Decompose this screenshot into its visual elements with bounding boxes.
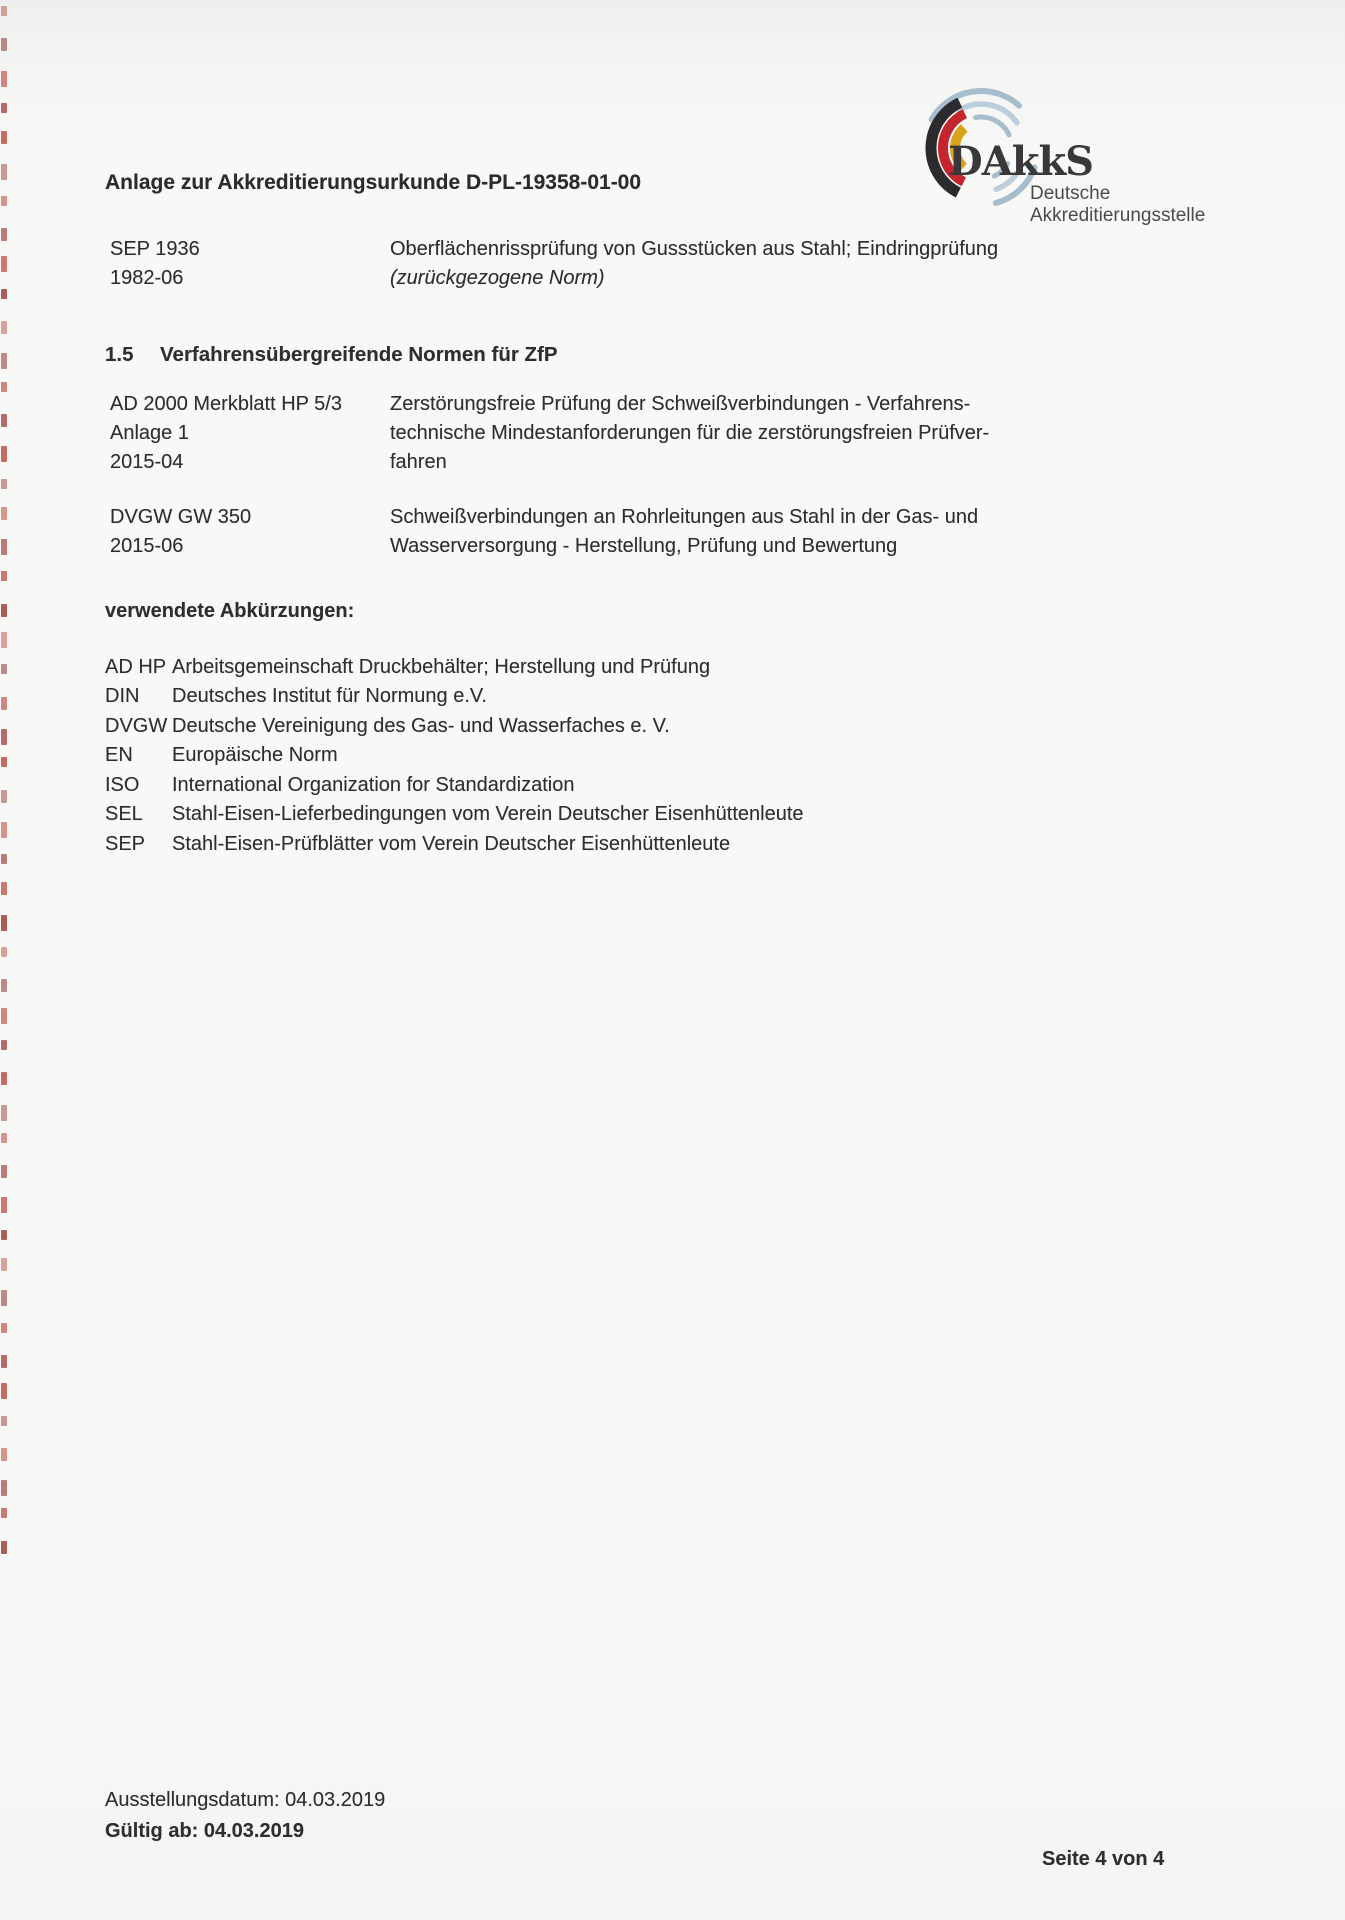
scan-artifact-dash xyxy=(1,353,7,369)
scan-artifact-dash xyxy=(1,1323,7,1333)
scan-artifact-dash xyxy=(1,1480,7,1496)
norm-description xyxy=(390,235,1260,293)
scan-artifact-dash xyxy=(1,571,7,581)
norm-desc-line: fahren xyxy=(390,451,447,473)
scan-artifact-dash xyxy=(1,321,7,334)
scan-artifact-dash xyxy=(1,1165,7,1178)
scan-artifact-dash xyxy=(1,757,7,767)
norm-desc-note: (zurückgezogene Norm) xyxy=(390,267,605,289)
dakks-logo-wordmark: DAkkS xyxy=(948,138,1094,185)
norm-reference xyxy=(110,503,390,561)
abbreviation-key: AD HP xyxy=(105,656,167,678)
norm-entry-sep-1936 xyxy=(110,235,1260,293)
scan-artifact-dash xyxy=(1,131,7,144)
abbreviation-row xyxy=(105,682,487,711)
scan-artifact-dash xyxy=(1,729,7,745)
scan-artifact-dash xyxy=(1,38,7,51)
scan-artifact-dash xyxy=(1,479,7,489)
scan-artifact-dash xyxy=(1,1355,7,1368)
abbreviation-row xyxy=(105,741,338,770)
dakks-logo-subtitle-1: Deutsche xyxy=(1030,183,1111,204)
scan-artifact-dash xyxy=(1,915,7,931)
scan-artifact-dash xyxy=(1,256,7,272)
norm-desc-line: technische Mindestanforderungen für die zerstörungsfreien Prüfver- xyxy=(390,422,990,444)
scan-artifact-dash xyxy=(1,790,7,803)
norm-ref-line: 1982-06 xyxy=(110,267,184,289)
scan-artifact-dash xyxy=(1,164,7,180)
scan-artifact-dash xyxy=(1,854,7,864)
scan-artifact-dash xyxy=(1,697,7,710)
scan-artifact-dash xyxy=(1,289,7,299)
section-number: 1.5 xyxy=(105,343,134,366)
abbreviation-definition: Arbeitsgemeinschaft Druckbehälter; Herstellung und Prüfung xyxy=(172,656,711,678)
norm-desc-line: Oberflächenrissprüfung von Gussstücken aus Stahl; Eindringprüfung xyxy=(390,238,999,260)
scan-artifact-dash xyxy=(1,228,7,241)
abbreviation-definition: Deutsche Vereinigung des Gas- und Wasserfaches e. V. xyxy=(172,715,670,737)
abbreviation-definition: Europäische Norm xyxy=(172,744,338,766)
scan-artifact-dash xyxy=(1,1133,7,1143)
page-indicator: Seite 4 von 4 xyxy=(1042,1848,1165,1870)
norm-ref-line: Anlage 1 xyxy=(110,422,189,444)
norm-desc-line: Wasserversorgung - Herstellung, Prüfung und Bewertung xyxy=(390,535,898,557)
norm-ref-line: SEP 1936 xyxy=(110,238,200,260)
abbreviation-key: SEP xyxy=(105,833,146,855)
scan-artifact-dash xyxy=(1,1072,7,1085)
abbreviation-row xyxy=(105,771,574,800)
scan-artifact-dash xyxy=(1,1197,7,1213)
norm-ref-line: DVGW GW 350 xyxy=(110,506,252,528)
abbreviations-heading: verwendete Abkürzungen: xyxy=(105,600,355,622)
abbreviation-key: DIN xyxy=(105,685,140,707)
norm-description xyxy=(390,390,1260,477)
scan-artifact-dash xyxy=(1,1508,7,1518)
scan-artifact-dash xyxy=(1,1416,7,1426)
scan-artifact-dash xyxy=(1,664,7,674)
norm-desc-line: Schweißverbindungen an Rohrleitungen aus Stahl in der Gas- und xyxy=(390,506,979,528)
scan-artifact-dash xyxy=(1,1008,7,1024)
norm-ref-line: 2015-04 xyxy=(110,451,184,473)
norm-reference xyxy=(110,235,390,293)
dakks-logo xyxy=(878,80,1278,230)
scan-artifact-dash xyxy=(1,604,7,617)
scan-artifact-dash xyxy=(1,632,7,648)
scan-artifact-dash xyxy=(1,1448,7,1461)
scan-artifact-dash xyxy=(1,822,7,838)
scan-artifact-dash xyxy=(1,6,7,16)
scan-artifact-dash xyxy=(1,1383,7,1399)
abbreviation-row xyxy=(105,653,710,682)
scan-artifact-dash xyxy=(1,1258,7,1271)
scan-artifact-dash xyxy=(1,414,7,427)
section-title: Verfahrensübergreifende Normen für ZfP xyxy=(160,343,558,366)
norm-entry-dvgw-gw-350 xyxy=(110,503,1260,561)
section-heading-1-5 xyxy=(105,340,558,369)
abbreviation-row xyxy=(105,830,730,859)
abbreviation-key: EN xyxy=(105,744,133,766)
document-title: Anlage zur Akkreditierungsurkunde D-PL-19358-01-00 xyxy=(105,171,642,194)
scan-artifact-dash xyxy=(1,103,7,113)
norm-ref-line: 2015-06 xyxy=(110,535,184,557)
scan-artifact-dash xyxy=(1,539,7,555)
scan-artifact-dash xyxy=(1,1541,7,1554)
scan-artifact-dash xyxy=(1,382,7,392)
scan-edge-marks xyxy=(0,0,12,1920)
norm-desc-line: Zerstörungsfreie Prüfung der Schweißverbindungen - Verfahrens- xyxy=(390,393,971,415)
scan-artifact-dash xyxy=(1,196,7,206)
scan-artifact-dash xyxy=(1,882,7,895)
scan-artifact-dash xyxy=(1,507,7,520)
scan-artifact-dash xyxy=(1,446,7,462)
norm-ref-line: AD 2000 Merkblatt HP 5/3 xyxy=(110,393,342,415)
abbreviation-key: SEL xyxy=(105,803,143,825)
norm-description xyxy=(390,503,1260,561)
abbreviation-definition: International Organization for Standardization xyxy=(172,774,575,796)
scan-artifact-dash xyxy=(1,947,7,957)
abbreviation-definition: Stahl-Eisen-Prüfblätter vom Verein Deutscher Eisenhüttenleute xyxy=(172,833,731,855)
scan-artifact-dash xyxy=(1,1290,7,1306)
norm-entry-ad-2000 xyxy=(110,390,1260,477)
abbreviation-key: ISO xyxy=(105,774,140,796)
issue-date: Ausstellungsdatum: 04.03.2019 xyxy=(105,1789,386,1811)
norm-reference xyxy=(110,390,390,477)
abbreviation-key: DVGW xyxy=(105,715,168,737)
valid-from-date: Gültig ab: 04.03.2019 xyxy=(105,1820,304,1842)
scan-artifact-dash xyxy=(1,71,7,87)
abbreviation-row xyxy=(105,712,670,741)
scan-artifact-dash xyxy=(1,1105,7,1121)
abbreviation-definition: Deutsches Institut für Normung e.V. xyxy=(172,685,487,707)
dakks-logo-subtitle-2: Akkreditierungsstelle xyxy=(1030,205,1206,226)
scan-artifact-dash xyxy=(1,1230,7,1240)
scan-artifact-dash xyxy=(1,979,7,992)
abbreviation-definition: Stahl-Eisen-Lieferbedingungen vom Verein Deutscher Eisenhüttenleute xyxy=(172,803,804,825)
abbreviation-row xyxy=(105,800,804,829)
scan-artifact-dash xyxy=(1,1040,7,1050)
